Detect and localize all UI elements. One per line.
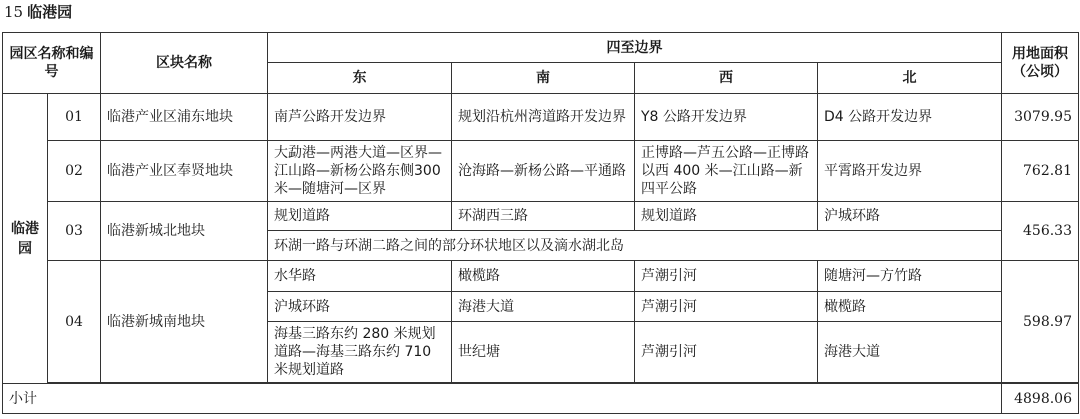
subtotal-label: 小计: [3, 384, 1002, 414]
area-value: 762.81: [1002, 141, 1079, 202]
section-name: 临港园: [27, 3, 73, 21]
south-boundary: 世纪塘: [452, 322, 635, 383]
east-boundary: 规划道路: [268, 202, 452, 231]
header-east: 东: [268, 63, 452, 94]
east-boundary: 大勐港—两港大道—区界—江山路—新杨公路东侧300 米—随塘河—区界: [268, 141, 452, 202]
header-west: 西: [635, 63, 818, 94]
south-boundary: 沧海路—新杨公路—平通路: [452, 141, 635, 202]
subtotal-area: 4898.06: [1002, 384, 1079, 414]
east-boundary: 沪城环路: [268, 292, 452, 322]
block-name: 临港新城南地块: [101, 261, 268, 383]
table-row: [3, 202, 1079, 231]
section-number: 15: [4, 3, 24, 21]
header-boundaries: 四至边界: [268, 33, 1002, 63]
block-code: 01: [48, 94, 101, 141]
north-boundary: 橄榄路: [818, 292, 1002, 322]
subtotal-row: [3, 384, 1079, 414]
south-boundary: 环湖西三路: [452, 202, 635, 231]
park-name: 临港园: [3, 94, 48, 384]
table-row: [3, 261, 1079, 292]
block-name: 临港新城北地块: [101, 202, 268, 261]
east-boundary: 水华路: [268, 261, 452, 292]
area-value: 3079.95: [1002, 94, 1079, 141]
section-title: [4, 2, 72, 22]
table-row: [3, 141, 1079, 202]
west-boundary: 规划道路: [635, 202, 818, 231]
west-boundary: 芦潮引河: [635, 261, 818, 292]
north-boundary: 海港大道: [818, 322, 1002, 383]
boundary-note: 环湖一路与环湖二路之间的部分环状地区以及滴水湖北岛: [268, 231, 1002, 261]
east-boundary: 南芦公路开发边界: [268, 94, 452, 141]
area-value: 598.97: [1002, 261, 1079, 383]
header-area: 用地面积（公顷）: [1002, 33, 1079, 94]
header-park-name-code: 园区名称和编号: [3, 33, 101, 94]
south-boundary: 规划沿杭州湾道路开发边界: [452, 94, 635, 141]
west-boundary: 芦潮引河: [635, 292, 818, 322]
west-boundary: 芦潮引河: [635, 322, 818, 383]
north-boundary: D4 公路开发边界: [818, 94, 1002, 141]
north-boundary: 平霄路开发边界: [818, 141, 1002, 202]
area-value: 456.33: [1002, 202, 1079, 261]
block-name: 临港产业区奉贤地块: [101, 141, 268, 202]
header-block-name: 区块名称: [101, 33, 268, 94]
boundary-table: [2, 32, 1079, 414]
south-boundary: 海港大道: [452, 292, 635, 322]
header-north: 北: [818, 63, 1002, 94]
block-code: 02: [48, 141, 101, 202]
west-boundary: Y8 公路开发边界: [635, 94, 818, 141]
south-boundary: 橄榄路: [452, 261, 635, 292]
north-boundary: 沪城环路: [818, 202, 1002, 231]
header-south: 南: [452, 63, 635, 94]
block-code: 04: [48, 261, 101, 383]
table-row: [3, 94, 1079, 141]
block-code: 03: [48, 202, 101, 261]
north-boundary: 随塘河—方竹路: [818, 261, 1002, 292]
block-name: 临港产业区浦东地块: [101, 94, 268, 141]
west-boundary: 正博路—芦五公路—正博路以西 400 米—江山路—新四平公路: [635, 141, 818, 202]
east-boundary: 海基三路东约 280 米规划道路—海基三路东约 710 米规划道路: [268, 322, 452, 383]
